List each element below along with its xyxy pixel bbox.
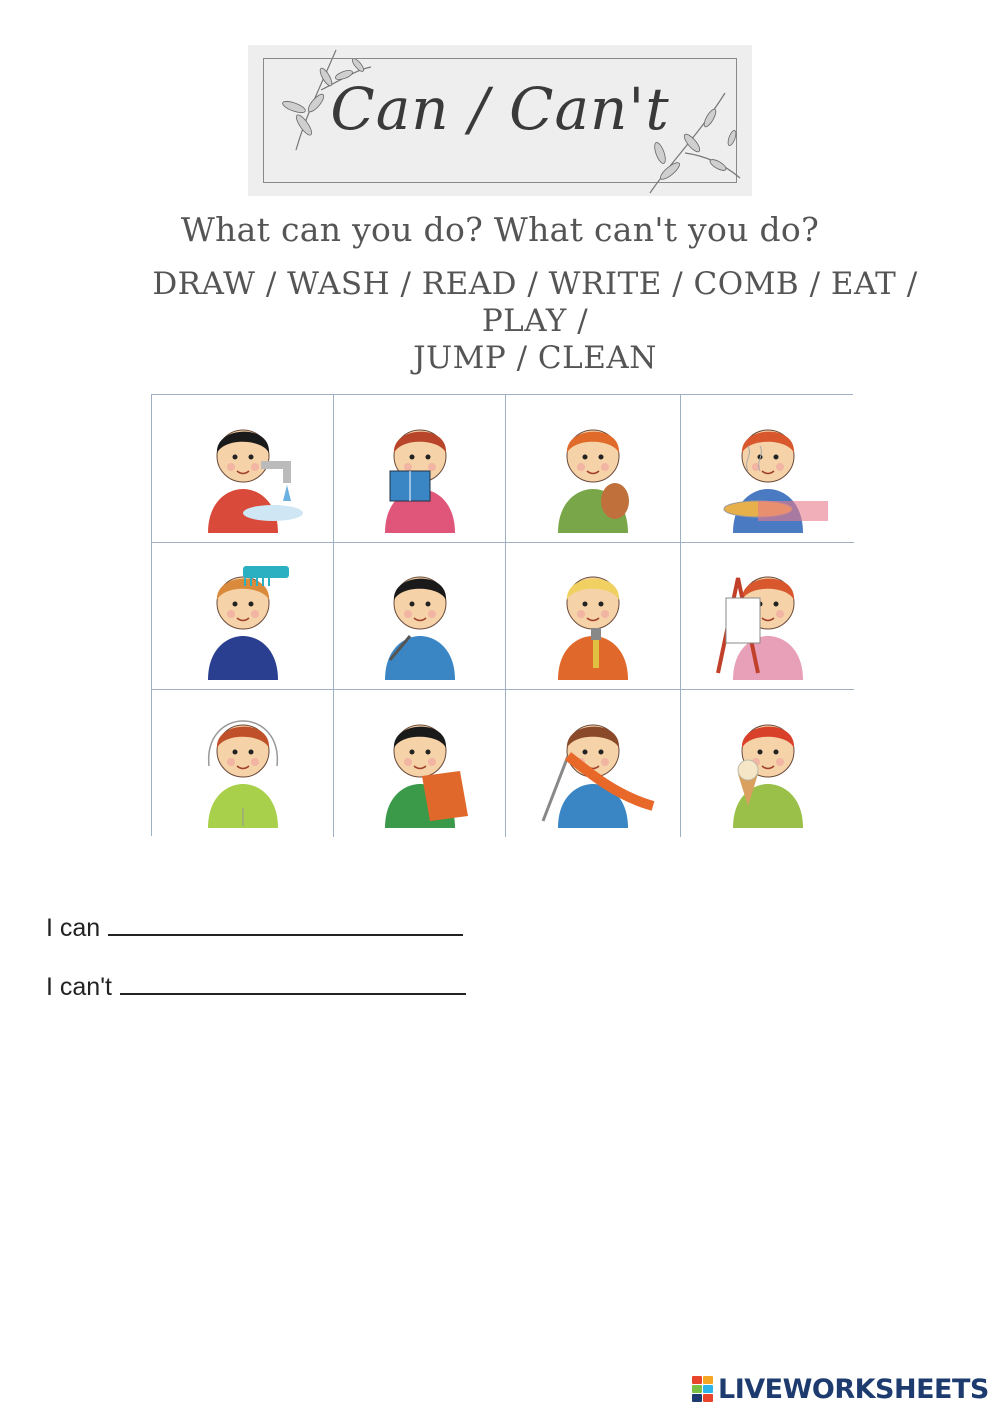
question-heading: What can you do? What can't you do? (180, 210, 820, 249)
jump-picture (173, 696, 313, 832)
leaf-decoration-icon (640, 83, 750, 195)
word-bank (110, 266, 960, 377)
read-picture (350, 401, 490, 537)
picture-cell (681, 395, 854, 543)
icecream-picture (698, 696, 838, 832)
logo-square (703, 1385, 713, 1393)
cant-sentence-label: I can't (46, 973, 112, 1001)
picture-cell (334, 690, 506, 837)
liveworksheets-logo[interactable] (692, 1372, 989, 1406)
picture-cell (506, 690, 681, 837)
picture-cell (681, 690, 854, 837)
picture-cell (681, 543, 854, 690)
picture-cell (334, 543, 506, 690)
picture-cell (334, 395, 506, 543)
logo-square (692, 1385, 702, 1393)
logo-square (703, 1394, 713, 1402)
title-banner (248, 45, 752, 196)
logo-square (703, 1376, 713, 1384)
clean-picture (350, 696, 490, 832)
picture-grid (151, 394, 853, 836)
picture-cell (152, 543, 334, 690)
worksheet-title: Can / Can't (330, 75, 670, 143)
logo-square (692, 1394, 702, 1402)
liveworksheets-logo-icon (692, 1376, 714, 1402)
picture-cell (506, 395, 681, 543)
cant-sentence (46, 973, 466, 1002)
comb-picture (173, 548, 313, 684)
smell-picture (698, 401, 838, 537)
word-bank-line: JUMP / CLEAN (413, 340, 657, 376)
eat-picture (523, 401, 663, 537)
picture-cell (152, 395, 334, 543)
can-sentence-label: I can (46, 914, 101, 942)
write-picture (350, 548, 490, 684)
can-sentence (46, 914, 463, 943)
word-bank-line: DRAW / WASH / READ / WRITE / COMB / EAT / PLAY / (152, 266, 918, 339)
picture-cell (506, 543, 681, 690)
play-picture (523, 696, 663, 832)
picture-cell (152, 690, 334, 837)
can-answer-line[interactable] (108, 930, 463, 936)
brush-picture (523, 548, 663, 684)
draw-picture (698, 548, 838, 684)
logo-square (692, 1376, 702, 1384)
logo-text: LIVEWORKSHEETS (718, 1373, 989, 1405)
wash-picture (173, 401, 313, 537)
cant-answer-line[interactable] (120, 989, 466, 995)
